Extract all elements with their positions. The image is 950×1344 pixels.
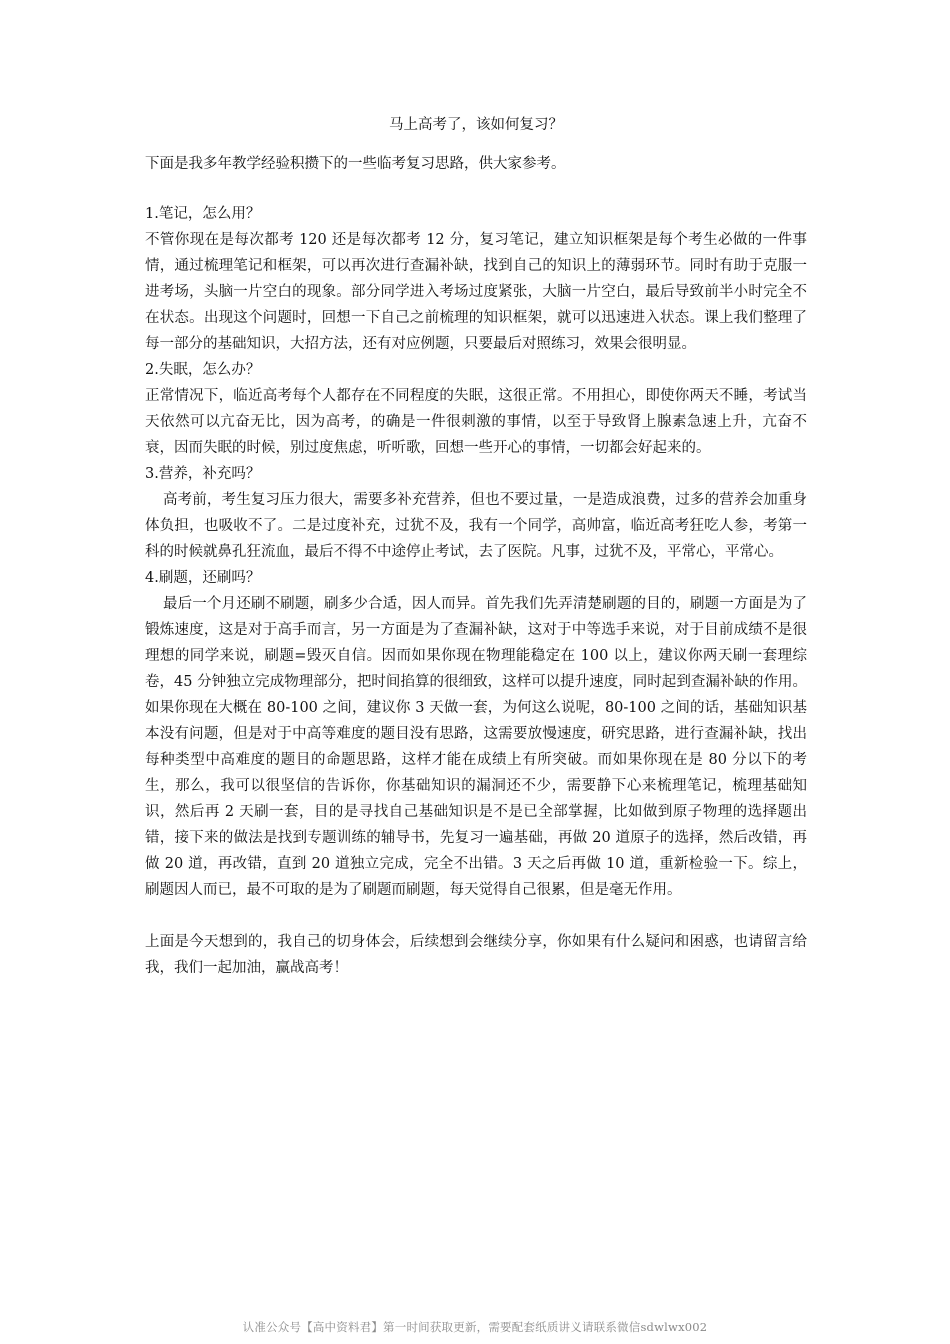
section-heading: 4.刷题，还刷吗？	[145, 570, 261, 586]
section-heading: 3.营养，补充吗？	[145, 466, 261, 482]
intro-paragraph: 下面是我多年教学经验积攒下的一些临考复习思路，供大家参考。	[145, 156, 566, 172]
section-heading: 1.笔记，怎么用？	[145, 206, 261, 222]
section-insomnia	[145, 357, 807, 461]
document-title: 马上高考了，该如何复习？	[389, 117, 563, 133]
section-body: 正常情况下，临近高考每个人都存在不同程度的失眠，这很正常。不用担心，即使你两天不睡，考试当天依然可以亢奋无比，因为高考，的确是一件很刺激的事情，以至于导致肾上腺素急速上升，亢奋不衰，因而失眠的时候，别过度焦虑，听听歌，回想一些开心的事情，一切都会好起来的。	[145, 388, 807, 456]
footer-watermark: 认准公众号【高中资料君】第一时间获取更新，需要配套纸质讲义请联系微信sdwlwx002	[242, 1320, 708, 1334]
section-body: 高考前，考生复习压力很大，需要多补充营养，但也不要过量，一是造成浪费，过多的营养会加重身体负担，也吸收不了。二是过度补充，过犹不及，我有一个同学，高帅富，临近高考狂吃人参，考第一科的时候就鼻孔狂流血，最后不得不中途停止考试，去了医院。凡事，过犹不及，平常心，平常心。	[145, 492, 807, 560]
section-nutrition	[145, 461, 807, 565]
document-page	[145, 112, 807, 981]
section-heading: 2.失眠，怎么办？	[145, 362, 261, 378]
section-practice	[145, 565, 807, 903]
closing-paragraph: 上面是今天想到的，我自己的切身体会，后续想到会继续分享，你如果有什么疑问和困惑，也请留言给我，我们一起加油，赢战高考！	[145, 934, 807, 976]
section-body: 最后一个月还刷不刷题，刷多少合适，因人而异。首先我们先弄清楚刷题的目的，刷题一方面是为了锻炼速度，这是对于高手而言，另一方面是为了查漏补缺，这对于中等选手来说，对于目前成绩不是很理想的同学来说，刷题=毁灭自信。因而如果你现在物理能稳定在 100 以上，建议你两天刷一套理综卷，45 分钟独立完成物理部分，把时间掐算的很细致，这样可以提升速度，同时起到查漏补缺的作用。如果你现在大概在 80-100 之间，建议你 3 天做一套，为何这么说呢，80-100 之间的话，基础知识基本没有问题，但是对于中高等难度的题目没有思路，这需要放慢速度，研究思路，进行查漏补缺，找出每种类型中高难度的题目的命题思路，这样才能在成绩上有所突破。而如果你现在是 80 分以下的考生，那么，我可以很坚信的告诉你，你基础知识的漏洞还不少，需要静下心来梳理笔记，梳理基础知识，然后再 2 天刷一套，目的是寻找自己基础知识是不是已全部掌握，比如做到原子物理的选择题出错，接下来的做法是找到专题训练的辅导书，先复习一遍基础，再做 20 道原子的选择，然后改错，再做 20 道，再改错，直到 20 道独立完成，完全不出错。3 天之后再做 10 道，重新检验一下。综上，刷题因人而已，最不可取的是为了刷题而刷题，每天觉得自己很累，但是毫无作用。	[145, 596, 807, 898]
section-notes	[145, 201, 807, 357]
section-body: 不管你现在是每次都考 120 还是每次都考 12 分，复习笔记，建立知识框架是每个考生必做的一件事情，通过梳理笔记和框架，可以再次进行查漏补缺，找到自己的知识上的薄弱环节。同时有助于克服一进考场，头脑一片空白的现象。部分同学进入考场过度紧张，大脑一片空白，最后导致前半小时完全不在状态。出现这个问题时，回想一下自己之前梳理的知识框架，就可以迅速进入状态。课上我们整理了每一部分的基础知识，大招方法，还有对应例题，只要最后对照练习，效果会很明显。	[145, 232, 807, 352]
